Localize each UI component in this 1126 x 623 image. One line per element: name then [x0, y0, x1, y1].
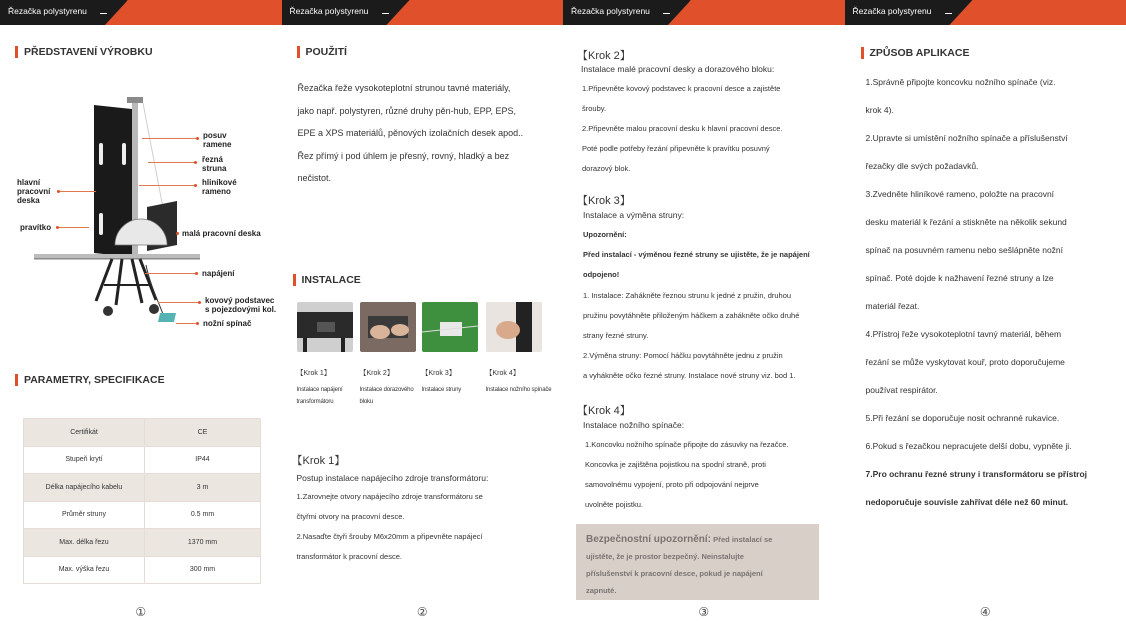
- krok2-line: dorazový blok.: [582, 164, 631, 173]
- label-dot: [196, 137, 199, 140]
- section-title-params: PARAMETRY, SPECIFIKACE: [15, 374, 165, 386]
- use-line: Řezačka řeže vysokoteplotní strunou tavné materiály,: [297, 83, 511, 93]
- label-dot: [194, 184, 197, 187]
- header-title: Řezačka polystyrenu: [8, 6, 87, 16]
- label-leader: [176, 323, 196, 324]
- krok1-line: 2.Nasaďte čtyři šrouby M6x20mm a připevněte napájecí: [296, 532, 483, 541]
- app-line: 2.Upravte si umístění nožního spínače a příslušenství: [865, 133, 1068, 143]
- krok2-line: Poté podle potřeby řezání připevněte k pravítku posuvný: [582, 144, 770, 153]
- caption-text: Instalace struny: [421, 387, 462, 393]
- app-line-bold: 7.Pro ochranu řezné struny i transformátoru se přístroj: [865, 469, 1088, 479]
- use-paragraph: [298, 77, 539, 190]
- page-header: [282, 0, 564, 25]
- photo-krok-2: [360, 302, 416, 352]
- krok2-text: [582, 79, 822, 179]
- app-line: řezačky dle svých požadavků.: [865, 161, 979, 171]
- use-line: Řez přímý i pod úhlem je přesný, rovný, hladký a bez: [297, 150, 510, 161]
- spec-key: Max. délka řezu: [24, 529, 145, 557]
- label-dot: [194, 161, 197, 164]
- header-title: Řezačka polystyrenu: [289, 6, 369, 16]
- label-leader: [142, 138, 196, 139]
- section-title-install: INSTALACE: [293, 274, 361, 286]
- app-line: desku materiál k řezání a stiskněte na několik sekund: [865, 217, 1067, 227]
- spec-value: CE: [145, 419, 261, 447]
- krok2-line: 2.Připevněte malou pracovní desku k hlavní pracovní desce.: [582, 124, 783, 133]
- krok3-line: pružinu povytáhněte přiloženým háčkem a zahákněte očko druhé: [583, 311, 800, 320]
- photo-krok-4: [486, 302, 542, 352]
- label-leader: [158, 302, 198, 303]
- krok4-heading: 【Krok 4】: [577, 405, 631, 417]
- krok1-line: 1.Zarovnejte otvory napájecího zdroje transformátoru se: [296, 492, 483, 501]
- label-pravitko: pravítko: [20, 223, 52, 232]
- header-title: Řezačka polystyrenu: [571, 6, 650, 16]
- krok3-subtitle: Instalace a výměna struny:: [583, 210, 685, 220]
- krok4-subtitle: Instalace nožního spínače:: [583, 420, 685, 430]
- table-row: [24, 446, 261, 474]
- application-text: [866, 68, 1102, 516]
- label-leader: [60, 191, 96, 192]
- warning-head: Bezpečnostní upozornění:: [586, 534, 711, 545]
- page-1: [0, 0, 282, 623]
- page-4: [845, 0, 1126, 623]
- spec-value: 3 m: [145, 474, 261, 502]
- krok1-heading: 【Krok 1】: [291, 455, 346, 467]
- table-row: [24, 529, 261, 557]
- label-rezna-struna: řezná struna: [202, 155, 227, 173]
- spec-value: 300 mm: [145, 556, 261, 584]
- table-row: [24, 501, 261, 529]
- warning-line: příslušenství k pracovní desce, pokud je napájení: [586, 569, 763, 578]
- app-line: krok 4).: [865, 105, 894, 115]
- page-header: [563, 0, 845, 25]
- krok4-line: 1.Koncovku nožního spínače připojte do zásuvky na řezačce.: [585, 440, 789, 449]
- krok1-text: [297, 487, 537, 567]
- app-line: řezání se může vyskytovat kouř, proto doporučujeme: [865, 357, 1065, 367]
- caption-text: Instalace napájení transformátoru: [296, 387, 343, 405]
- safety-warning-box: [576, 524, 819, 600]
- app-line: spínač. Poté dojde k nažhavení řezné struny a lze: [865, 273, 1054, 283]
- page-number: ①: [135, 605, 147, 619]
- caption-text: Instalace nožního spínače: [485, 387, 552, 393]
- page-number: ②: [416, 605, 428, 619]
- krok3-heading: 【Krok 3】: [577, 195, 631, 207]
- krok1-line: čtyřmi otvory na pracovní desce.: [296, 512, 405, 521]
- krok1-subtitle: Postup instalace napájecího zdroje transformátoru:: [296, 473, 489, 483]
- spec-value: IP44: [145, 446, 261, 474]
- krok2-line: šrouby.: [582, 104, 607, 113]
- app-line: 3.Zvedněte hliníkové rameno, položte na pracovní: [865, 189, 1055, 199]
- krok3-text: [583, 286, 823, 386]
- page-header: [0, 0, 282, 25]
- page-number: ④: [979, 605, 991, 619]
- label-nozni-spinac: nožní spínač: [203, 319, 252, 328]
- spec-value: 0.5 mm: [145, 501, 261, 529]
- app-line: 1.Správně připojte koncovku nožního spínače (viz.: [865, 77, 1056, 87]
- krok4-text: [585, 435, 825, 515]
- spec-key: Délka napájecího kabelu: [24, 474, 145, 502]
- label-leader: [59, 227, 89, 228]
- app-line: 5.Při řezání se doporučuje nosit ochranné rukavice.: [865, 413, 1060, 423]
- page-2: [282, 0, 564, 623]
- app-line: 6.Pokud s řezačkou nepracujete delší dobu, vypněte ji.: [865, 441, 1072, 451]
- krok3-note: [583, 225, 823, 285]
- use-line: EPE a XPS materiálů, pěnových izolačních desek apod..: [297, 128, 524, 138]
- label-posuv-ramene: posuv ramene: [203, 131, 232, 149]
- app-line: 4.Přístroj řeže vysokoteplotní tavný materiál, během: [865, 329, 1062, 339]
- label-napajeni: napájení: [202, 269, 235, 278]
- page-header: [845, 0, 1126, 25]
- label-mala-deska: malá pracovní deska: [182, 229, 261, 238]
- krok4-line: samovolnému vypojení, proto při odpojování nejprve: [585, 480, 759, 489]
- label-hlinikove-rameno: hliníkové rameno: [202, 178, 237, 196]
- krok2-subtitle: Instalace malé pracovní desky a dorazového bloku:: [581, 64, 775, 74]
- krok3-line: strany řezné struny.: [583, 331, 649, 340]
- section-title-intro: PŘEDSTAVENÍ VÝROBKU: [15, 46, 153, 58]
- photo-krok-3: [422, 302, 478, 352]
- krok1-line: transformátor k pracovní desce.: [296, 552, 402, 561]
- label-leader: [139, 185, 194, 186]
- caption-head: 【Krok 1】: [296, 370, 331, 377]
- caption-head: 【Krok 3】: [421, 370, 456, 377]
- header-title: Řezačka polystyrenu: [852, 6, 932, 16]
- spec-key: Průměr struny: [24, 501, 145, 529]
- label-hlavni-deska: hlavní pracovní deska: [17, 178, 51, 205]
- header-dash: [382, 13, 389, 14]
- page-number: ③: [698, 605, 710, 619]
- photo-krok-1: [297, 302, 353, 352]
- krok3-line: 1. Instalace: Zahákněte řeznou strunu k jedné z pružin, druhou: [583, 291, 792, 300]
- table-row: [24, 419, 261, 447]
- warning-line: zapnuté.: [586, 586, 617, 595]
- table-row: [24, 474, 261, 502]
- krok3-line: a vyhákněte očko řezné struny. Instalace nové struny viz. bod 1.: [583, 371, 796, 380]
- spec-key: Stupeň krytí: [24, 446, 145, 474]
- warning-first: Před instalací se: [713, 535, 773, 544]
- caption-head: 【Krok 2】: [359, 370, 394, 377]
- label-leader: [145, 273, 195, 274]
- section-title-application: ZPŮSOB APLIKACE: [861, 47, 970, 59]
- krok3-note-head: Upozornění:: [583, 230, 627, 239]
- app-line-bold: nedoporučuje souvisle zahřívat déle než 60 minut.: [865, 497, 1069, 507]
- spec-key: Max. výška řezu: [24, 556, 145, 584]
- page-3: [563, 0, 845, 623]
- header-dash: [663, 13, 670, 14]
- krok3-note-line: Před instalací - výměnou řezné struny se ujistěte, že je napájení: [583, 250, 810, 259]
- label-dot: [176, 232, 179, 235]
- krok4-line: uvolněte pojistku.: [585, 500, 643, 509]
- caption-head: 【Krok 4】: [485, 370, 520, 377]
- caption-text: Instalace dorazového bloku: [359, 387, 414, 405]
- spec-table: [23, 418, 261, 584]
- krok2-line: 1.Připevněte kovový podstavec k pracovní desce a zajistěte: [582, 84, 781, 93]
- section-title-use: POUŽITÍ: [297, 46, 347, 58]
- header-dash: [945, 13, 952, 14]
- app-line: spínač na posuvném ramenu nebo sešlápněte nožní: [865, 245, 1064, 255]
- use-line: jako např. polystyren, různé druhy pěn-hub, EPP, EPS,: [297, 105, 516, 116]
- table-row: [24, 556, 261, 584]
- label-dot: [196, 322, 199, 325]
- use-line: nečistot.: [297, 173, 332, 183]
- spec-key: Certifikát: [24, 419, 145, 447]
- krok2-heading: 【Krok 2】: [577, 50, 631, 62]
- label-dot: [195, 272, 198, 275]
- app-line: materiál řezat.: [865, 301, 920, 311]
- krok3-note-line: odpojeno!: [583, 270, 620, 279]
- label-kovovy-podstavec: kovový podstavec s pojezdovými kol.: [205, 296, 277, 314]
- spec-value: 1370 mm: [145, 529, 261, 557]
- krok3-line: 2.Výměna struny: Pomocí háčku povytáhněte jednu z pružin: [583, 351, 783, 360]
- label-leader: [148, 162, 194, 163]
- krok4-line: Koncovka je zajištěna pojistkou na spodní straně, proti: [585, 460, 766, 469]
- header-dash: [100, 13, 107, 14]
- label-dot: [198, 301, 201, 304]
- warning-line: ujistěte, že je prostor bezpečný. Neinstalujte: [586, 552, 744, 561]
- app-line: používat respirátor.: [865, 385, 938, 395]
